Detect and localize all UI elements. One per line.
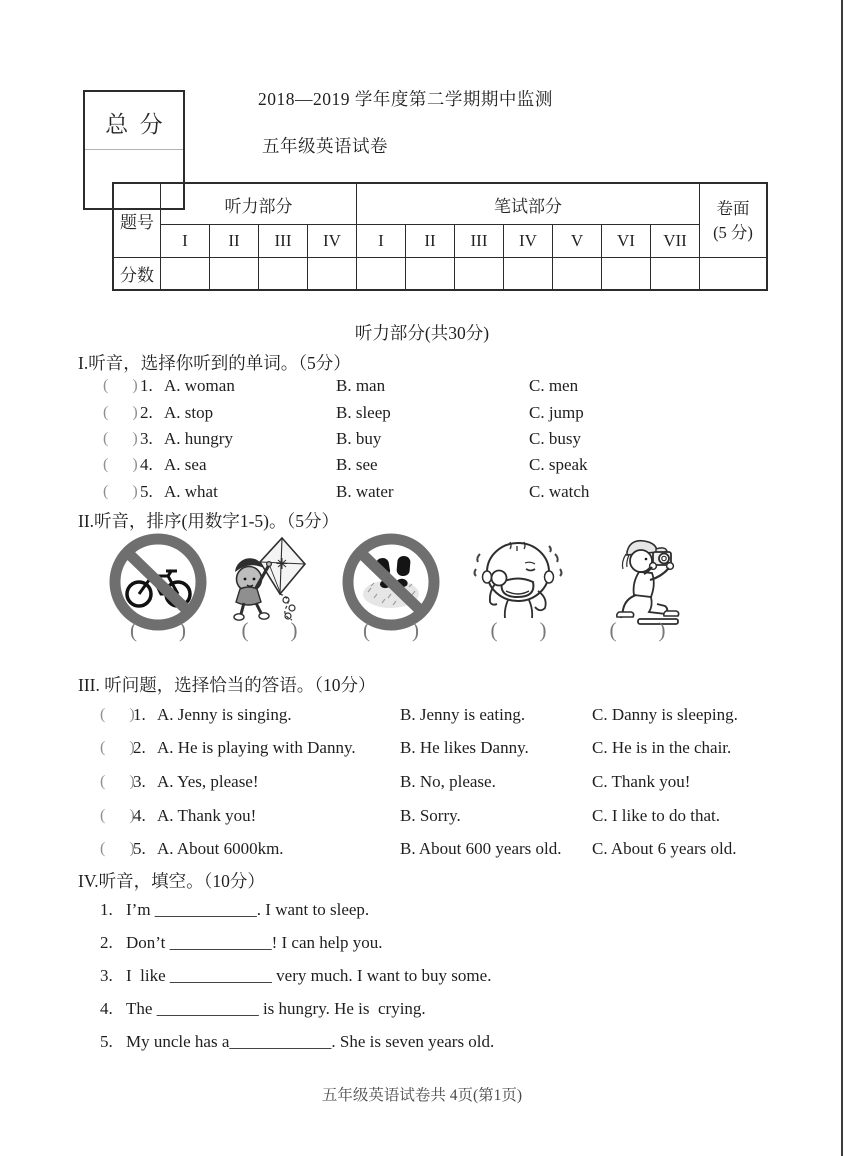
option-a: A. Yes, please!	[157, 771, 259, 791]
option-b: B. About 600 years old.	[400, 839, 562, 859]
option-b: B. Sorry.	[400, 805, 461, 825]
written-col-5: V	[553, 225, 602, 258]
total-score-label: 总 分	[105, 112, 163, 137]
written-col-3: III	[455, 225, 504, 258]
option-a: A. stop	[164, 402, 214, 422]
answer-blank-line: ____________	[154, 899, 257, 919]
option-c: C. Danny is sleeping.	[592, 704, 738, 724]
option-a: A. Thank you!	[157, 805, 257, 825]
image-answer-parentheses: ( )	[130, 618, 186, 642]
no-stepping-icon	[341, 532, 441, 632]
answer-parentheses: ( )	[103, 403, 138, 421]
sentence-before-blank: My uncle has a	[126, 1031, 230, 1051]
option-b: B. man	[336, 376, 386, 396]
sentence-after-blank: ! I can help you.	[271, 932, 383, 952]
question-number: 4.	[140, 455, 153, 475]
photographer-boy-icon	[590, 532, 685, 632]
listening-col-3: III	[259, 225, 308, 258]
sentence-before-blank: Don’t	[126, 932, 170, 952]
part4-heading: IV.听音，填空。（10分）	[78, 871, 265, 891]
option-a: A. About 6000km.	[157, 839, 284, 859]
option-c: C. He is in the chair.	[592, 738, 732, 758]
answer-blank-line: ____________	[169, 932, 272, 952]
question-row	[0, 373, 844, 399]
page-footer: 五年级英语试卷共 4页(第1页)	[321, 1087, 523, 1104]
sheet-score-line1: 卷面	[716, 198, 750, 218]
question-row	[0, 698, 844, 732]
sentence-before-blank: I’m	[126, 899, 155, 919]
option-c: C. Thank you!	[592, 771, 691, 791]
option-b: B. He likes Danny.	[400, 738, 529, 758]
option-a: A. what	[164, 481, 218, 501]
question-number: 2.	[133, 738, 146, 758]
question-row	[0, 479, 844, 505]
answer-blank-line: ____________	[156, 998, 259, 1018]
part3-items	[0, 698, 844, 866]
score-table-corner: 题号	[113, 183, 161, 258]
sentence-after-blank: is hungry. He is crying.	[258, 998, 426, 1018]
score-cell	[210, 258, 259, 291]
listening-col-4: IV	[308, 225, 357, 258]
no-bicycle-icon	[108, 532, 208, 632]
page-subtitle: 五年级英语试卷	[262, 136, 388, 156]
score-cell	[406, 258, 455, 291]
image-answer-parentheses: ( )	[363, 618, 419, 642]
written-col-7: VII	[651, 225, 700, 258]
fill-blank-row	[0, 992, 844, 1025]
score-cell	[553, 258, 602, 291]
score-cell	[357, 258, 406, 291]
question-number: 1.	[140, 376, 153, 396]
image-answer-parentheses: ( )	[241, 618, 298, 642]
question-number: 1.	[100, 899, 113, 919]
sentence-after-blank: . She is seven years old.	[331, 1031, 495, 1051]
option-c: C. About 6 years old.	[592, 839, 737, 859]
option-b: B. sleep	[336, 402, 391, 422]
score-cell	[651, 258, 700, 291]
no-bicycle-sign-image	[108, 532, 208, 632]
question-number: 4.	[100, 998, 113, 1018]
option-a: A. Jenny is singing.	[157, 704, 292, 724]
answer-parentheses: ( )	[103, 429, 138, 447]
question-number: 3.	[133, 771, 146, 791]
image-answer-parentheses: ( )	[609, 618, 666, 642]
answer-parentheses: ( )	[100, 739, 135, 757]
option-c: C. I like to do that.	[592, 805, 720, 825]
question-number: 2.	[100, 932, 113, 952]
question-row	[0, 452, 844, 478]
score-cell	[602, 258, 651, 291]
answer-blank-line: ____________	[169, 965, 272, 985]
score-cell	[700, 258, 768, 291]
fill-blank-row	[0, 959, 844, 992]
listening-col-1: I	[161, 225, 210, 258]
question-row	[0, 399, 844, 425]
boy-taking-photo-image	[590, 532, 685, 632]
answer-parentheses: ( )	[100, 840, 135, 858]
question-row	[0, 426, 844, 452]
question-number: 5.	[140, 481, 153, 501]
option-b: B. buy	[336, 428, 382, 448]
answer-blank-line: ____________	[229, 1031, 332, 1051]
answer-parentheses: ( )	[103, 377, 138, 395]
no-stepping-sign-image	[341, 532, 441, 632]
question-row	[0, 832, 844, 866]
question-number: 3.	[140, 428, 153, 448]
part1-heading: I.听音，选择你听到的单词。（5分）	[78, 353, 351, 373]
sentence-after-blank: very much. I want to buy some.	[271, 965, 492, 985]
sheet-score-line2: (5 分)	[713, 222, 753, 242]
written-col-2: II	[406, 225, 455, 258]
option-c: C. speak	[529, 455, 588, 475]
answer-parentheses: ( )	[100, 705, 135, 723]
listening-part-header: 听力部分	[161, 183, 357, 225]
fill-blank-row	[0, 1025, 844, 1058]
option-a: A. sea	[164, 455, 207, 475]
option-a: A. He is playing with Danny.	[157, 738, 356, 758]
option-b: B. No, please.	[400, 771, 496, 791]
sentence-before-blank: I like	[126, 965, 170, 985]
question-row	[0, 765, 844, 799]
sentence-after-blank: . I want to sleep.	[256, 899, 370, 919]
option-a: A. hungry	[164, 428, 233, 448]
part4-items	[0, 893, 844, 1058]
question-number: 3.	[100, 965, 113, 985]
page-title: 2018—2019 学年度第二学期期中监测	[258, 89, 553, 109]
answer-parentheses: ( )	[103, 456, 138, 474]
score-cell	[161, 258, 210, 291]
sentence-before-blank: The	[126, 998, 157, 1018]
listening-section-title: 听力部分(共30分)	[354, 323, 490, 343]
score-cell	[455, 258, 504, 291]
score-cell	[308, 258, 357, 291]
sheet-score-header	[700, 183, 768, 258]
option-c: C. men	[529, 376, 579, 396]
written-part-header: 笔试部分	[357, 183, 700, 225]
question-row	[0, 799, 844, 833]
fill-blank-row	[0, 893, 844, 926]
answer-parentheses: ( )	[103, 482, 138, 500]
question-row	[0, 732, 844, 766]
answer-parentheses: ( )	[100, 806, 135, 824]
score-summary-table	[112, 182, 768, 291]
part2-heading: II.听音，排序(用数字1-5)。（5分）	[78, 511, 340, 531]
listening-col-2: II	[210, 225, 259, 258]
written-col-4: IV	[504, 225, 553, 258]
answer-parentheses: ( )	[100, 772, 135, 790]
option-c: C. watch	[529, 481, 590, 501]
part3-heading: III. 听问题，选择恰当的答语。（10分）	[78, 675, 376, 695]
option-a: A. woman	[164, 376, 235, 396]
option-b: B. Jenny is eating.	[400, 704, 526, 724]
part1-items	[0, 373, 844, 505]
score-cell	[259, 258, 308, 291]
option-c: C. busy	[529, 428, 581, 448]
total-score-box	[83, 90, 185, 210]
question-number: 4.	[133, 805, 146, 825]
option-c: C. jump	[529, 402, 584, 422]
written-col-1: I	[357, 225, 406, 258]
score-row-label: 分数	[113, 258, 161, 291]
option-b: B. see	[336, 455, 378, 475]
score-cell	[504, 258, 553, 291]
fill-blank-row	[0, 926, 844, 959]
question-number: 5.	[100, 1031, 113, 1051]
written-col-6: VI	[602, 225, 651, 258]
option-b: B. water	[336, 481, 394, 501]
image-answer-parentheses: ( )	[490, 618, 547, 642]
question-number: 5.	[133, 839, 146, 859]
question-number: 2.	[140, 402, 153, 422]
question-number: 1.	[133, 704, 146, 724]
total-score-divider	[85, 149, 183, 150]
